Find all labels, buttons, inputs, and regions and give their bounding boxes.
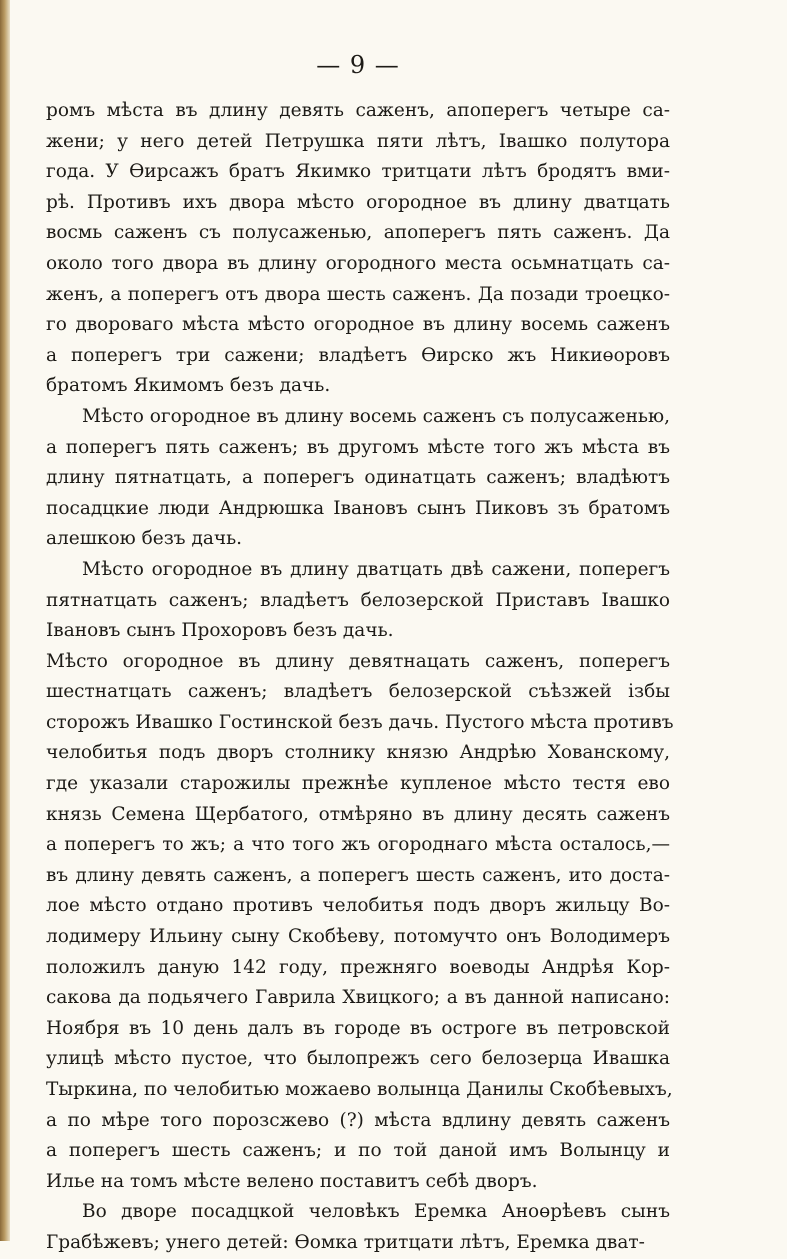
text-line: женъ, а поперегъ отъ двора шесть саженъ. Да позади троецко- <box>46 283 670 305</box>
text-line: длину пятнатцать, а поперегъ одинатцать саженъ; владѣютъ <box>46 467 670 489</box>
text-line: пятнатцать саженъ; владѣетъ белозерской Приставъ Івашко <box>46 589 670 611</box>
text-line: а по мѣре того порозсжево (?) мѣста вдлину девять саженъ <box>46 1109 670 1131</box>
text-line: восмь саженъ съ полусаженью, апоперегъ пять саженъ. Да <box>46 222 670 244</box>
text-line: Илье на томъ мѣсте велено поставитъ себѣ дворъ. <box>46 1170 538 1192</box>
text-line: шестнатцать саженъ; владѣетъ белозерской съѣзжей ізбы <box>46 681 670 703</box>
text-line: сакова да подьячего Гаврила Хвицкого; а въ данной написано: <box>46 987 670 1009</box>
text-line: а поперегъ три сажени; владѣетъ Өирско жъ Никиөоровъ <box>46 344 670 366</box>
text-line: Тыркина, по челобитью можаево волынца Данилы Скобѣевыхъ, <box>46 1079 673 1100</box>
text-line: Івановъ сынъ Прохоровъ безъ дачь. <box>46 620 394 642</box>
text-line: Ноября въ 10 день далъ въ городе въ остроге въ петровской <box>46 1017 670 1039</box>
text-line: около того двора въ длину огородного места осьмнатцать са- <box>46 252 670 274</box>
text-line: посадцкие люди Андрюшка Івановъ сынъ Пиковъ зъ братомъ <box>46 497 670 519</box>
text-line: Мѣсто огородное въ длину дватцать двѣ сажени, поперегъ <box>82 558 670 580</box>
text-line: а поперегъ шесть саженъ; и по той даной имъ Волынцу и <box>46 1140 670 1162</box>
text-line: Грабѣжевъ; унего детей: Өомка тритцати лѣтъ, Еремка дват- <box>46 1231 645 1253</box>
text-line: лое мѣсто отдано противъ челобитья подъ дворъ жильцу Во- <box>46 895 670 917</box>
book-spine-edge <box>0 0 10 1241</box>
text-line: Мѣсто огородное въ длину восемь саженъ съ полусаженью, <box>82 405 670 427</box>
text-line: Мѣсто огородное въ длину девятнацать саженъ, поперегъ <box>46 650 670 672</box>
paragraph <box>46 1197 670 1258</box>
text-line: улицѣ мѣсто пустое, что былопрежъ сего белозерца Ивашка <box>46 1048 670 1070</box>
paragraph <box>46 555 670 647</box>
paragraph <box>46 402 670 555</box>
text-line: челобитья подъ дворъ столнику князю Андрѣю Хованскому, <box>46 742 670 764</box>
text-line: сторожъ Ивашко Гостинской безъ дачь. Пустого мѣста противъ <box>46 711 674 733</box>
page-text-body <box>46 96 674 1259</box>
paragraph <box>46 647 674 1198</box>
text-line: Во дворе посадцкой человѣкъ Еремка Аноөрѣевъ сынъ <box>82 1201 670 1223</box>
text-line: князь Семена Щербатого, отмѣряно въ длину десять саженъ <box>46 803 670 825</box>
text-line: года. У Өирсажъ братъ Якимко тритцати лѣтъ бродятъ вми- <box>46 161 670 183</box>
text-line: ромъ мѣста въ длину девять саженъ, апоперегъ четыре са- <box>46 100 670 121</box>
text-line: го двороваго мѣста мѣсто огородное въ длину восемь саженъ <box>46 314 670 336</box>
text-line: братомъ Якимомъ безъ дачь. <box>46 375 331 397</box>
text-line: а поперегъ то жъ; а что того жъ огороднаго мѣста осталось,— <box>46 834 670 856</box>
paragraph <box>46 96 670 402</box>
text-line: где указали старожилы прежнѣе купленое мѣсто тестя ево <box>46 773 670 795</box>
text-line: алешкою безъ дачь. <box>46 528 243 550</box>
text-line: жени; у него детей Петрушка пяти лѣтъ, Івашко полутора <box>46 130 670 152</box>
text-line: въ длину девять саженъ, а поперегъ шесть саженъ, ито доста- <box>46 864 670 886</box>
text-line: лодимеру Ильину сыну Скобѣеву, потомучто онъ Володимеръ <box>46 926 670 948</box>
text-line: рѣ. Противъ ихъ двора мѣсто огородное въ длину дватцать <box>46 191 670 213</box>
page-number: — 9 — <box>316 51 400 79</box>
book-page <box>46 48 674 1259</box>
text-line: положилъ даную 142 году, прежняго воеводы Андрѣя Кор- <box>46 956 670 978</box>
text-line: а поперегъ пять саженъ; въ другомъ мѣсте того жъ мѣста въ <box>46 436 670 458</box>
